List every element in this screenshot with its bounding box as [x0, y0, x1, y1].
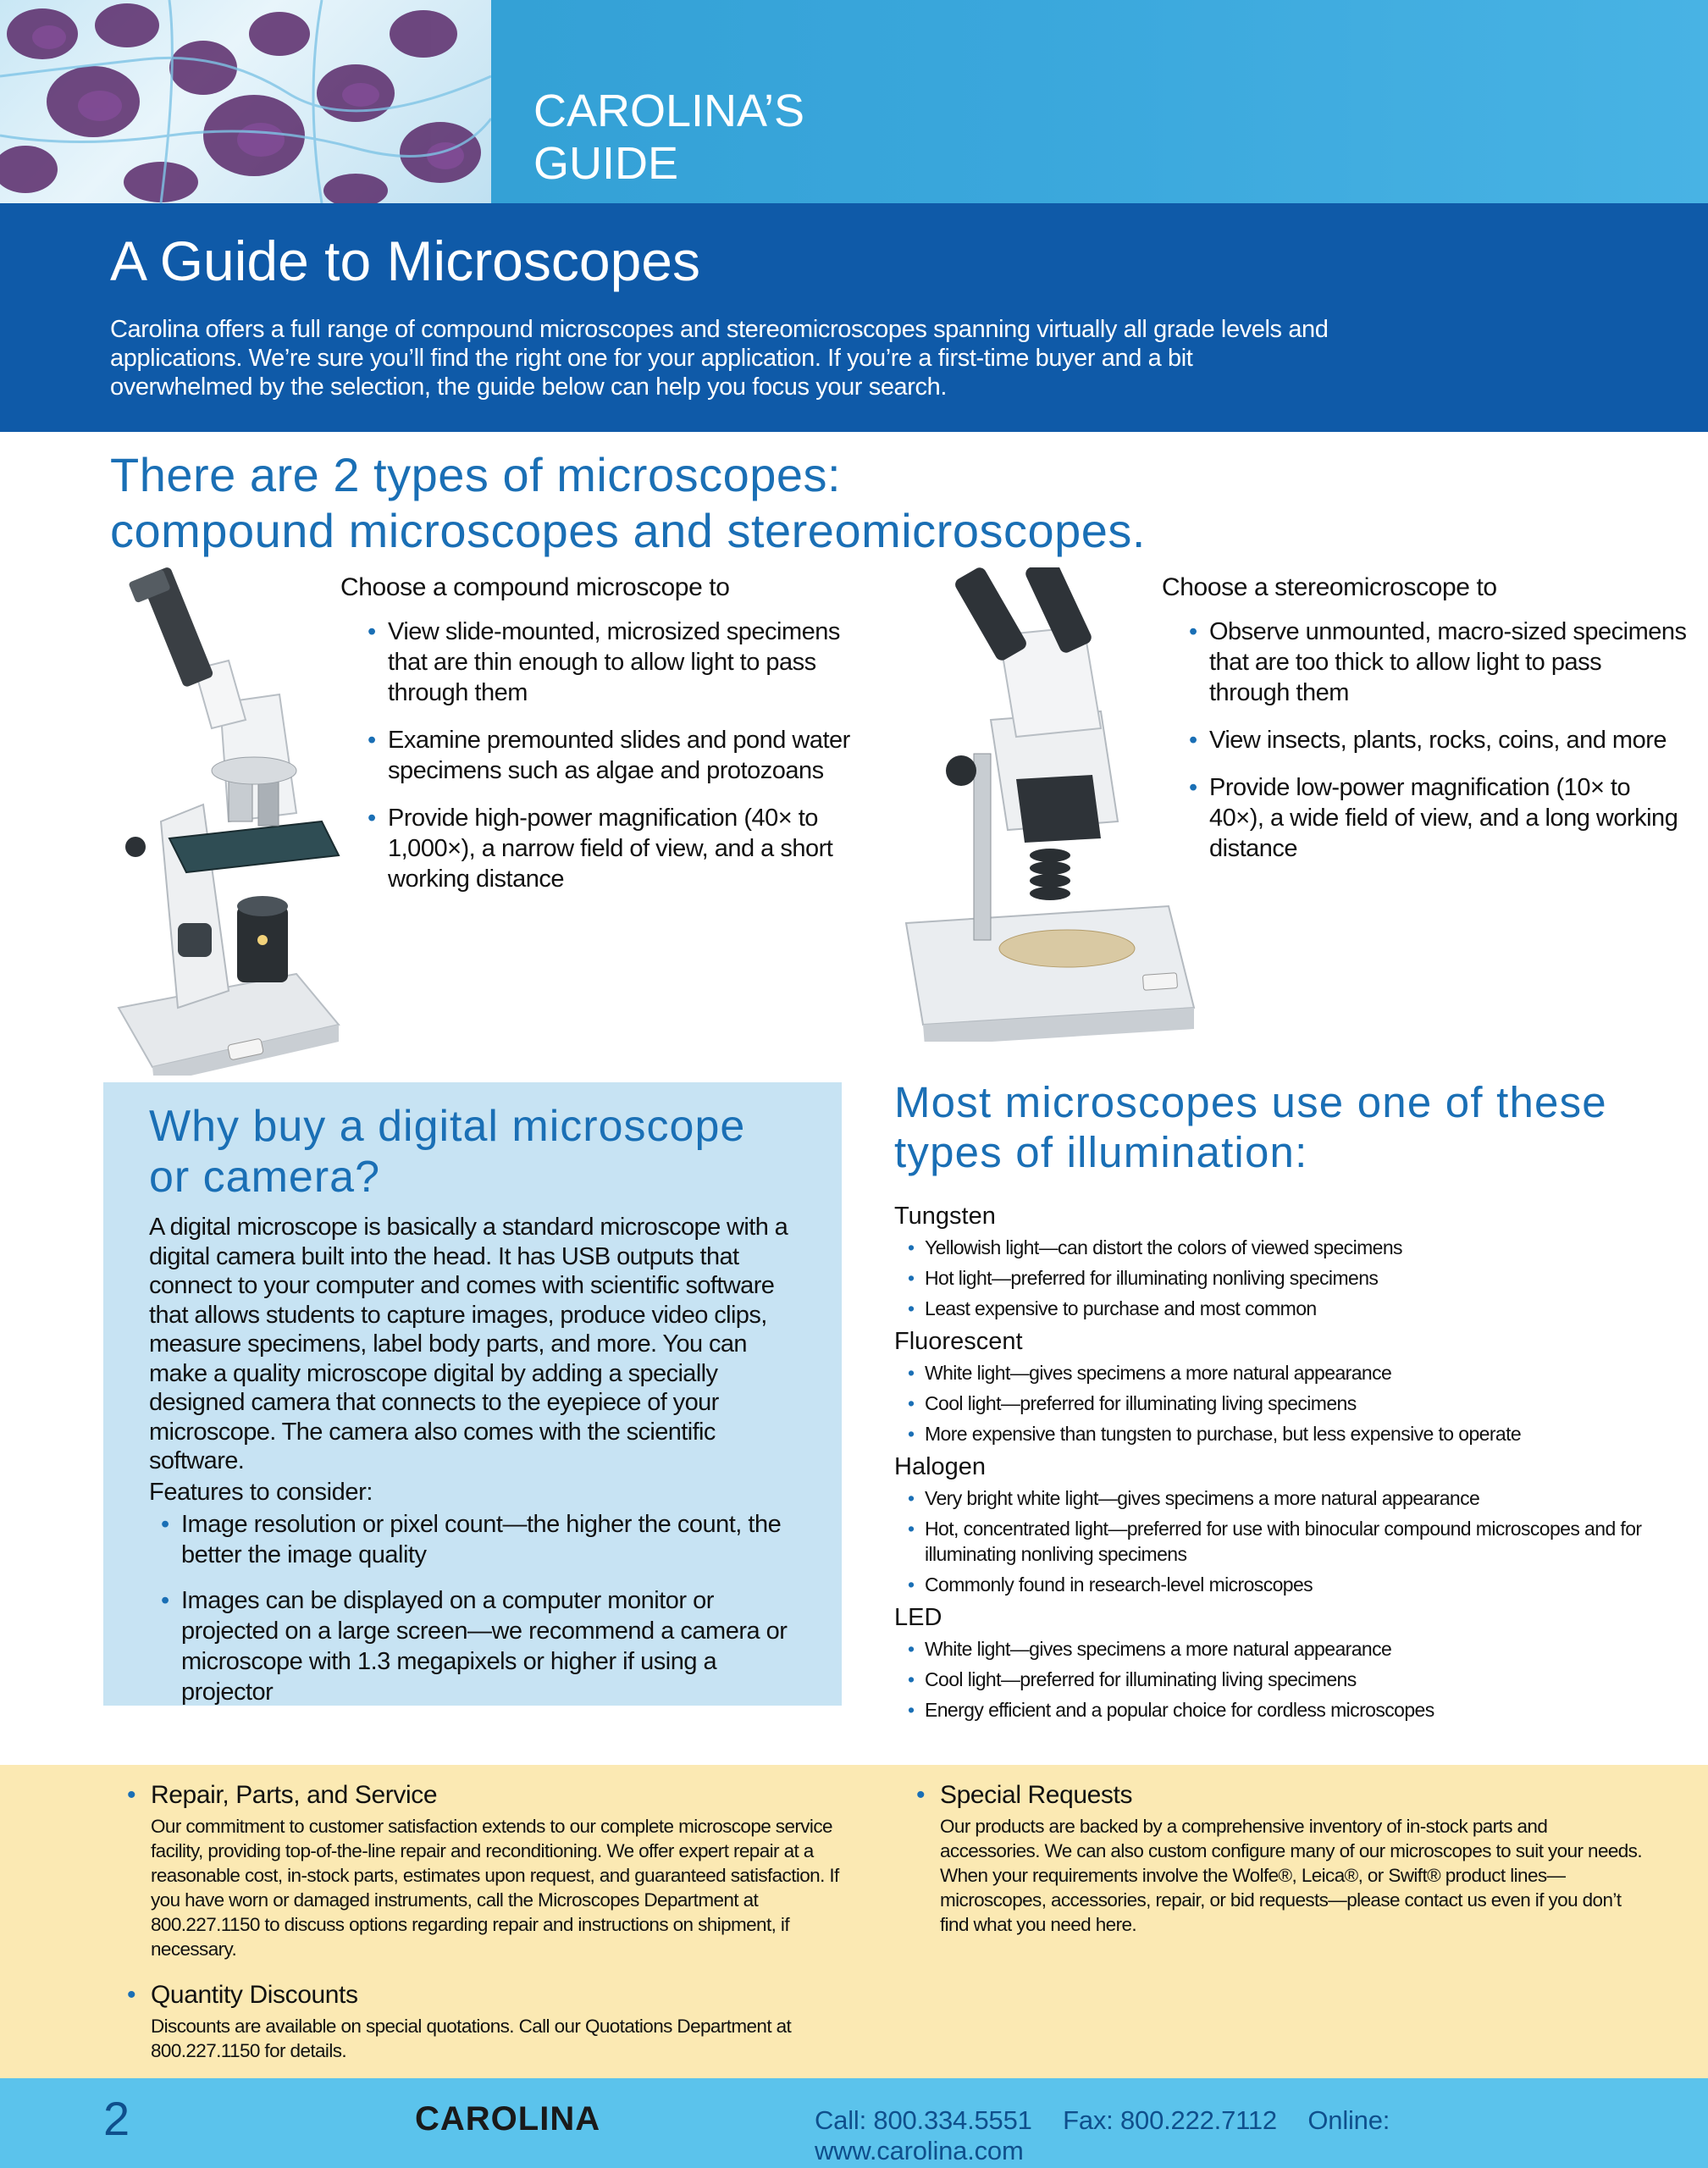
bullet-icon: • [908, 1573, 915, 1596]
phone-number: Call: 800.334.5551 [815, 2105, 1032, 2135]
list-item: • Provide high-power magnification (40× to 1,000×), a narrow field of view, and a short working distance [368, 805, 833, 893]
bullet-icon: • [127, 1981, 136, 2009]
stereomicroscope-column [1162, 572, 1687, 881]
bullet-icon: • [161, 1587, 169, 1614]
bullet-icon: • [161, 1511, 169, 1538]
stereo-choose-label: Choose a stereomicroscope to [1162, 573, 1497, 601]
guide-label-line2: GUIDE [533, 138, 679, 189]
types-heading-line2: compound microscopes and stereomicroscopes. [110, 504, 1146, 557]
list-item: • Provide low-power magnification (10× to 40×), a wide field of view, and a long working distance [1189, 774, 1678, 862]
types-heading-line1: There are 2 types of microscopes: [110, 448, 842, 501]
list-item: • View insects, plants, rocks, coins, and more [1189, 727, 1667, 754]
illumination-type-name: Halogen [894, 1453, 987, 1480]
page-title: A Guide to Microscopes [110, 230, 700, 292]
features-label: Features to consider: [149, 1479, 373, 1506]
intro-paragraph: Carolina offers a full range of compound microscopes and stereomicroscopes spanning virtually all grade levels and applications. We’re sure you’ll find the right one for your application. If you’re a first-time buyer and a bit overwhelmed by the selection, the guide below can help you focus your search. [110, 316, 1329, 401]
list-item: • Commonly found in research-level microscopes [908, 1573, 1313, 1596]
bullet-icon: • [908, 1423, 915, 1445]
list-item: • Cool light—preferred for illuminating living specimens [908, 1392, 1357, 1414]
bullet-icon: • [1189, 774, 1197, 801]
bullet-icon: • [908, 1236, 915, 1258]
quantity-body: Discounts are available on special quotations. Call our Quotations Department at 800.227.1150 for details. [151, 2016, 792, 2061]
illumination-type-list [908, 1485, 1690, 1597]
bullet-icon: • [908, 1668, 915, 1690]
bullet-icon: • [1189, 727, 1197, 754]
list-item: • White light—gives specimens a more natural appearance [908, 1638, 1392, 1660]
bullet-icon: • [368, 805, 376, 832]
illumination-heading [894, 1077, 1682, 1177]
illumination-type-list [908, 1360, 1690, 1446]
quantity-discounts-section [127, 1980, 855, 2063]
repair-body: Our commitment to customer satisfaction extends to our complete microscope service facility, providing top-of-the-line repair and reconditioning. We offer expert repair at a reasonable cost, in-stock parts, estimates upon request, and guaranteed satisfaction. If you have worn or damaged instruments, call the Microscopes Department at 800.227.1150 to discuss options regarding repair and instructions on shipment, if necessary. [151, 1816, 839, 1960]
illumination-type-name: Tungsten [894, 1203, 996, 1230]
repair-title: • Repair, Parts, and Service [127, 1781, 438, 1809]
illumination-type-list [908, 1235, 1690, 1321]
special-title: • Special Requests [916, 1781, 1133, 1809]
list-item: • Very bright white light—gives specimens a more natural appearance [908, 1487, 1480, 1509]
list-item: • Cool light—preferred for illuminating living specimens [908, 1668, 1357, 1690]
bullet-icon: • [368, 618, 376, 645]
list-item: • Examine premounted slides and pond water specimens such as algae and protozoans [368, 727, 850, 784]
illumination-type-name: LED [894, 1604, 942, 1631]
bullet-icon: • [908, 1487, 915, 1509]
website-link[interactable]: Online: www.carolina.com [815, 2105, 1390, 2165]
repair-service-section [127, 1780, 855, 1961]
compound-microscope-image [102, 567, 356, 1076]
stereo-microscope-image [889, 567, 1202, 1042]
list-item: • Image resolution or pixel count—the higher the count, the better the image quality [161, 1511, 782, 1568]
bullet-icon: • [908, 1362, 915, 1384]
bullet-icon: • [908, 1518, 915, 1540]
list-item: • Images can be displayed on a computer monitor or projected on a large screen—we recommend a camera or microscope with 1.3 megapixels or higher if using a projector [161, 1587, 788, 1706]
fax-number: Fax: 800.222.7112 [1063, 2105, 1277, 2135]
illumination-heading-line2: types of illumination: [894, 1128, 1308, 1176]
list-item: • Hot light—preferred for illuminating nonliving specimens [908, 1267, 1379, 1289]
bullet-icon: • [127, 1781, 136, 1809]
stereo-uses-list [1189, 617, 1687, 864]
illumination-types [894, 1197, 1690, 1728]
list-item: • Yellowish light—can distort the colors of viewed specimens [908, 1236, 1402, 1258]
bullet-icon: • [908, 1699, 915, 1721]
digital-heading [149, 1101, 826, 1203]
cell-micrograph-image [0, 0, 491, 203]
contact-info [815, 2105, 1628, 2166]
compound-choose-label: Choose a compound microscope to [340, 573, 730, 601]
bullet-icon: • [368, 727, 376, 754]
list-item: • Observe unmounted, macro-sized specimens that are too thick to allow light to pass through them [1189, 618, 1687, 706]
carolina-logo: CAROLINA [415, 2100, 601, 2138]
list-item: • White light—gives specimens a more natural appearance [908, 1362, 1392, 1384]
list-item: • Hot, concentrated light—preferred for use with binocular compound microscopes and for illuminating nonliving specimens [908, 1518, 1642, 1565]
bullet-icon: • [908, 1638, 915, 1660]
bullet-icon: • [908, 1392, 915, 1414]
digital-heading-line2: or camera? [149, 1153, 380, 1202]
guide-label-line1: CAROLINA’S [533, 86, 805, 136]
illumination-type-name: Fluorescent [894, 1328, 1023, 1355]
illumination-type-list [908, 1636, 1690, 1723]
list-item: • More expensive than tungsten to purchase, but less expensive to operate [908, 1423, 1522, 1445]
bullet-icon: • [908, 1267, 915, 1289]
page-number: 2 [103, 2092, 130, 2145]
digital-heading-line1: Why buy a digital microscope [149, 1102, 746, 1151]
carolinas-guide-label [533, 85, 1042, 190]
list-item: • Energy efficient and a popular choice for cordless microscopes [908, 1699, 1434, 1721]
features-list [161, 1509, 804, 1723]
special-requests-section [916, 1780, 1644, 1937]
special-body: Our products are backed by a comprehensive inventory of in-stock parts and accessories. We can also custom configure many of our microscopes to suit your needs. When your requirements involve the Wolfe®, Leica®, or Swift® product lines—microscopes, accessories, repair, or bid requests—please contact us even if you don’t find what you need here. [940, 1816, 1642, 1935]
compound-microscope-column [340, 572, 865, 911]
compound-uses-list [368, 617, 865, 894]
list-item: • Least expensive to purchase and most common [908, 1297, 1317, 1319]
bullet-icon: • [1189, 618, 1197, 645]
digital-body-text: A digital microscope is basically a standard microscope with a digital camera built into the head. It has USB outputs that connect to your computer and comes with scientific software that allows students to capture images, produce video clips, measure specimens, label body parts, and more. You can make a quality microscope digital by adding a specially designed camera that connects to the eyepiece of your microscope. The camera also comes with the scientific software. [149, 1214, 788, 1474]
bullet-icon: • [916, 1781, 926, 1809]
quantity-title: • Quantity Discounts [127, 1981, 358, 2009]
illumination-heading-line1: Most microscopes use one of these [894, 1078, 1607, 1126]
types-heading [110, 447, 1634, 559]
list-item: • View slide-mounted, microsized specimens that are thin enough to allow light to pass through them [368, 618, 840, 706]
bullet-icon: • [908, 1297, 915, 1319]
